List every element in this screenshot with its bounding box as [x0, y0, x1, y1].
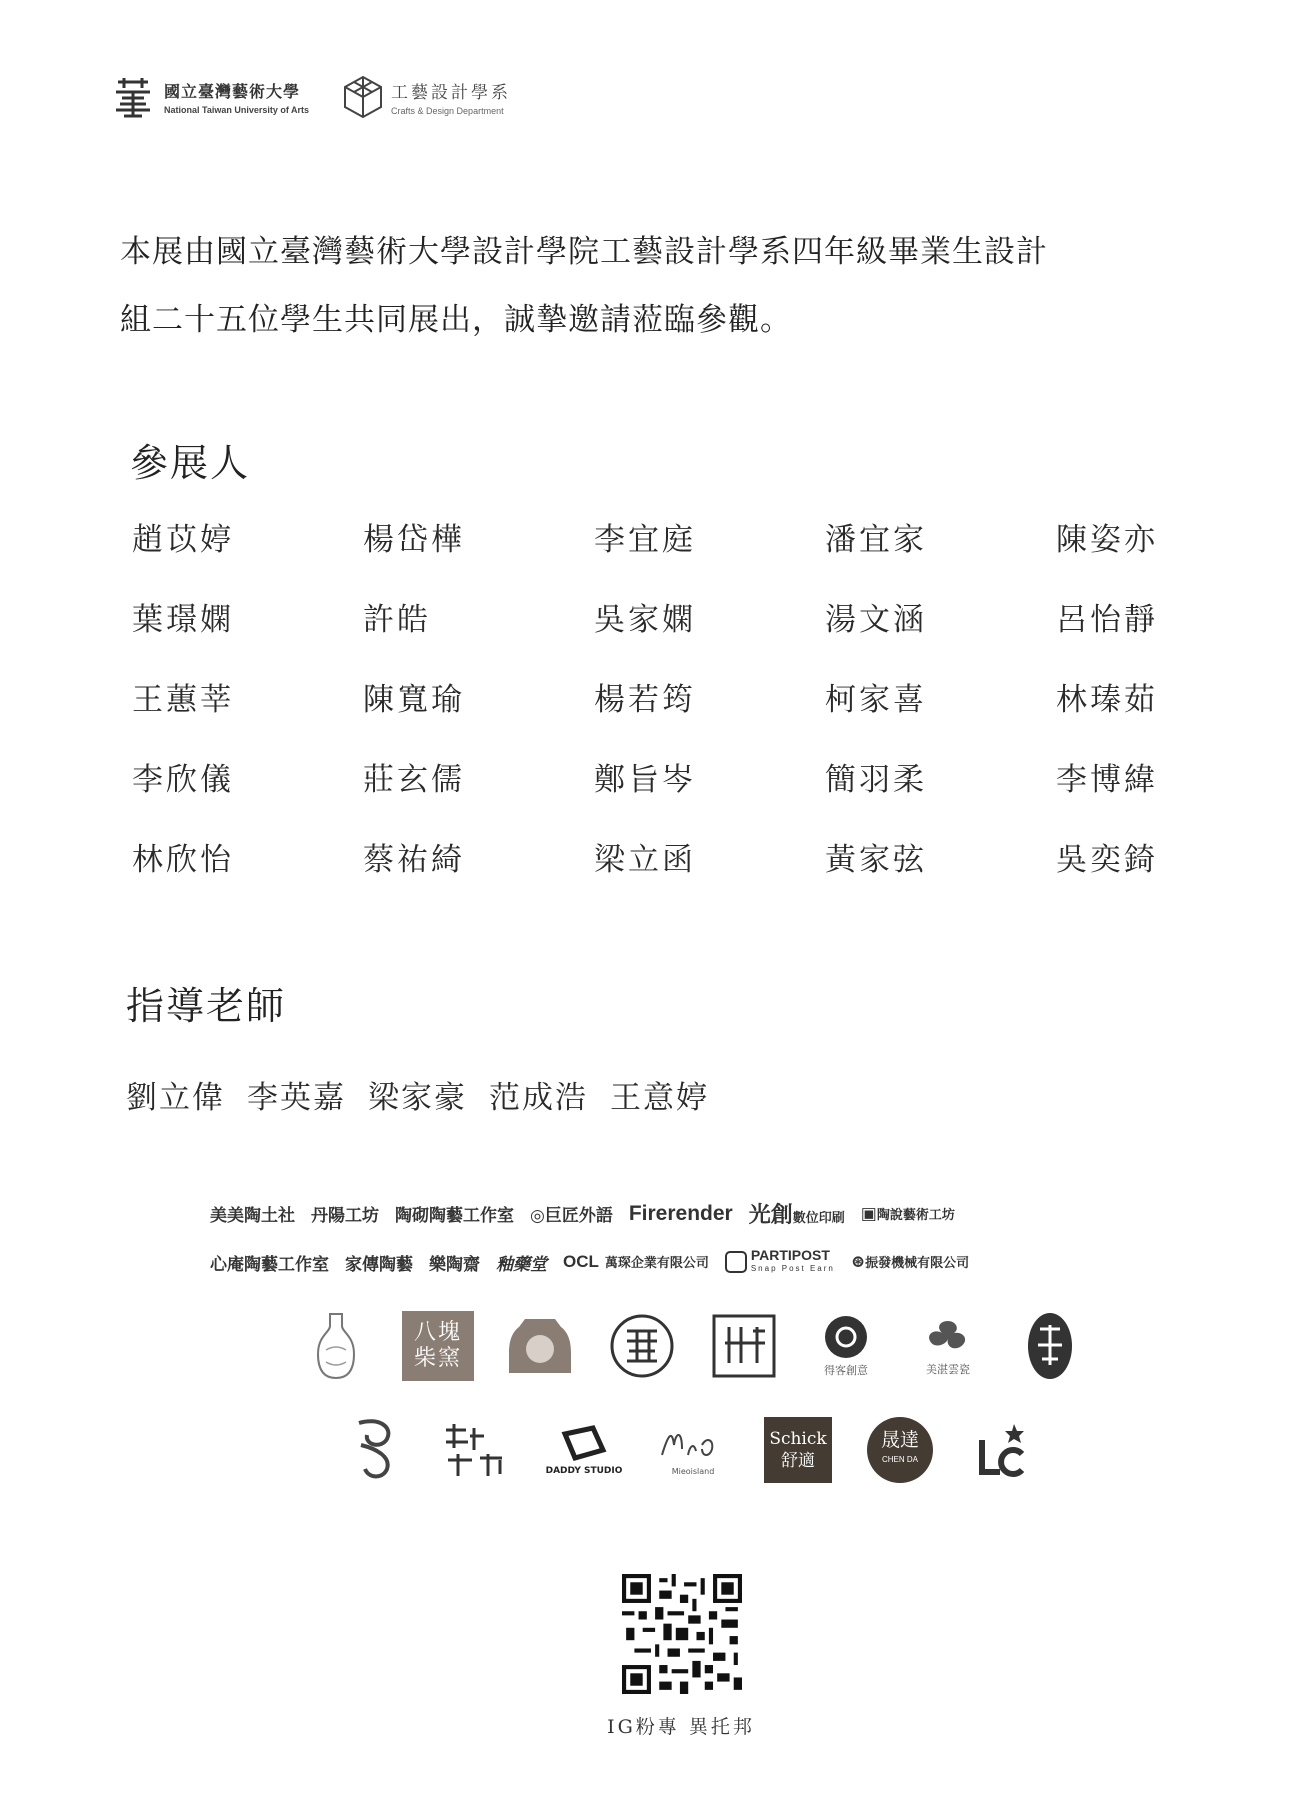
sponsor-row-2: [210, 1248, 1110, 1276]
intro-line-2: 組二十五位學生共同展出，誠摯邀請蒞臨參觀。: [120, 302, 792, 338]
jujiang-logo-icon: ◎: [530, 1206, 545, 1226]
mieoisland-logo: [654, 1414, 732, 1486]
deke-creative-logo: [810, 1310, 882, 1382]
exhibitor-name: 梁立函: [594, 842, 696, 878]
exhibitor-name: 陳寬瑜: [363, 682, 465, 718]
sponsor-meimei: 美美陶土社: [210, 1206, 295, 1226]
ntua-emblem-icon: [110, 74, 156, 120]
chenda-badge: 晟達 CHEN DA: [867, 1417, 933, 1483]
oval-seal-logo: [1014, 1310, 1086, 1382]
sponsor-logo-row-4: [340, 1414, 1038, 1486]
department-name-en: Crafts & Design Department: [391, 106, 504, 116]
sponsor-ocl: OCL 萬琛企業有限公司: [563, 1252, 709, 1271]
calligraphy-logo: [442, 1414, 514, 1486]
sponsor-jujiang: ◎巨匠外語: [530, 1206, 613, 1226]
exhibitor-name: 趙苡婷: [132, 522, 234, 558]
exhibitor-name: 蔡祐綺: [363, 842, 465, 878]
lc-star-icon: [974, 1420, 1030, 1480]
flower-icon: [918, 1315, 978, 1359]
deke-creative-label: 得客創意: [824, 1364, 868, 1377]
exhibitor-name: 莊玄儒: [363, 762, 465, 798]
exhibitor-name: 王蕙莘: [132, 682, 234, 718]
sponsor-youyaotang: 釉藥堂: [496, 1254, 547, 1275]
exhibitor-name: 李宜庭: [594, 522, 696, 558]
advisor-name: 李英嘉: [247, 1080, 346, 1116]
oval-seal-icon: [1026, 1311, 1074, 1381]
university-name-en: National Taiwan University of Arts: [164, 105, 310, 115]
exhibitor-name: 林瑧茹: [1056, 682, 1158, 718]
intro-line-1: 本展由國立臺灣藝術大學設計學院工藝設計學系四年級畢業生設計: [120, 234, 1048, 270]
university-name-cn: 國立臺灣藝術大學: [164, 82, 301, 101]
circle-seal-logo: [606, 1310, 678, 1382]
qr-caption: IG粉專 異托邦: [607, 1716, 755, 1738]
exhibitor-name: 楊若筠: [594, 682, 696, 718]
taoshuo-logo-icon: ▣: [860, 1203, 877, 1224]
advisor-name: 梁家豪: [368, 1080, 467, 1116]
department-logo: [309, 75, 511, 119]
sponsor-zhenfa: ⊛振發機械有限公司: [850, 1252, 970, 1272]
cube-icon: [343, 75, 383, 119]
advisors-title: 指導老師: [126, 984, 287, 1028]
exhibitor-name: 柯家喜: [825, 682, 927, 718]
square-seal-logo: [708, 1310, 780, 1382]
sponsor-taoshuo: ▣陶說藝術工坊: [860, 1203, 955, 1224]
exhibitor-name: 楊岱樺: [363, 522, 465, 558]
meizhan-logo: [912, 1310, 984, 1382]
advisor-name: 王意婷: [610, 1080, 709, 1116]
exhibitor-name: 李博緯: [1056, 762, 1158, 798]
schick-badge: Schick 舒適: [764, 1417, 832, 1483]
daddy-studio-label: DADDY STUDIO: [545, 1466, 623, 1476]
exhibitor-name: 呂怡靜: [1056, 602, 1158, 638]
header-logos: [110, 74, 511, 120]
mieoisland-script-icon: [658, 1425, 728, 1465]
sponsor-jiachuan: 家傳陶藝: [345, 1254, 413, 1275]
exhibitor-name: 許皓: [363, 602, 431, 638]
sponsor-letaozhai: 樂陶齋: [429, 1254, 480, 1275]
calligraphy-icon: [440, 1420, 516, 1480]
sponsor-row-1: [210, 1198, 1110, 1229]
vase-icon: [314, 1310, 358, 1382]
exhibitor-name: 簡羽柔: [825, 762, 927, 798]
daddy-studio-logo: [544, 1414, 624, 1486]
lc-logo: [966, 1414, 1038, 1486]
seal-logo: [504, 1310, 576, 1382]
exhibitor-name: 吳奕錡: [1056, 842, 1158, 878]
square-seal-icon: [711, 1313, 777, 1379]
seal-icon: [505, 1311, 575, 1381]
meizhan-label: 美湛雲瓷: [926, 1363, 970, 1376]
exhibitor-name: 葉璟嫻: [132, 602, 234, 638]
vase-logo: [300, 1310, 372, 1382]
department-name-cn: 工藝設計學系: [391, 83, 512, 103]
zhenfa-logo-icon: ⊛: [850, 1252, 866, 1272]
sponsor-taoqi: 陶砌陶藝工作室: [395, 1206, 514, 1226]
qr-code-icon[interactable]: [622, 1574, 742, 1694]
exhibitor-name: 鄭旨岑: [594, 762, 696, 798]
sponsor-danyang: 丹陽工坊: [311, 1206, 379, 1226]
exhibitor-names-grid: [132, 520, 1232, 880]
mieoisland-label: Mieoisland: [671, 1466, 715, 1476]
circle-seal-icon: [607, 1311, 677, 1381]
advisor-name: 劉立偉: [126, 1080, 225, 1116]
swirl-logo: [340, 1414, 412, 1486]
schick-logo: [762, 1414, 834, 1486]
swirl-icon: [351, 1415, 401, 1485]
exhibitor-name: 陳姿亦: [1056, 522, 1158, 558]
sponsor-firerender: Firerender: [628, 1201, 733, 1225]
sponsor-xinan: 心庵陶藝工作室: [210, 1254, 329, 1275]
partipost-logo-icon: [725, 1251, 747, 1273]
exhibitor-name: 林欣怡: [132, 842, 234, 878]
sponsor-logo-row-3: [300, 1310, 1086, 1382]
advisor-name: 范成浩: [489, 1080, 588, 1116]
baguai-kiln-logo: [402, 1310, 474, 1382]
ntua-logo: [110, 74, 309, 120]
sponsor-guangchuang: 光創數位印刷: [748, 1202, 845, 1228]
exhibitor-name: 黃家弦: [825, 842, 927, 878]
intro-paragraph: [120, 218, 1210, 354]
exhibitor-name: 湯文涵: [825, 602, 927, 638]
exhibitor-name: 潘宜家: [825, 522, 927, 558]
deke-creative-icon: [823, 1314, 869, 1360]
chenda-logo: [864, 1414, 936, 1486]
daddy-studio-icon: [559, 1424, 609, 1464]
baguai-kiln-badge: 八塊 柴窯: [402, 1311, 474, 1381]
advisor-names: [126, 1072, 731, 1117]
exhibitor-name: 吳家嫻: [594, 602, 696, 638]
sponsor-partipost: PARTIPOST Snap Post Earn: [725, 1248, 835, 1276]
exhibitor-name: 李欣儀: [132, 762, 234, 798]
exhibitors-title: 參展人: [130, 441, 251, 485]
